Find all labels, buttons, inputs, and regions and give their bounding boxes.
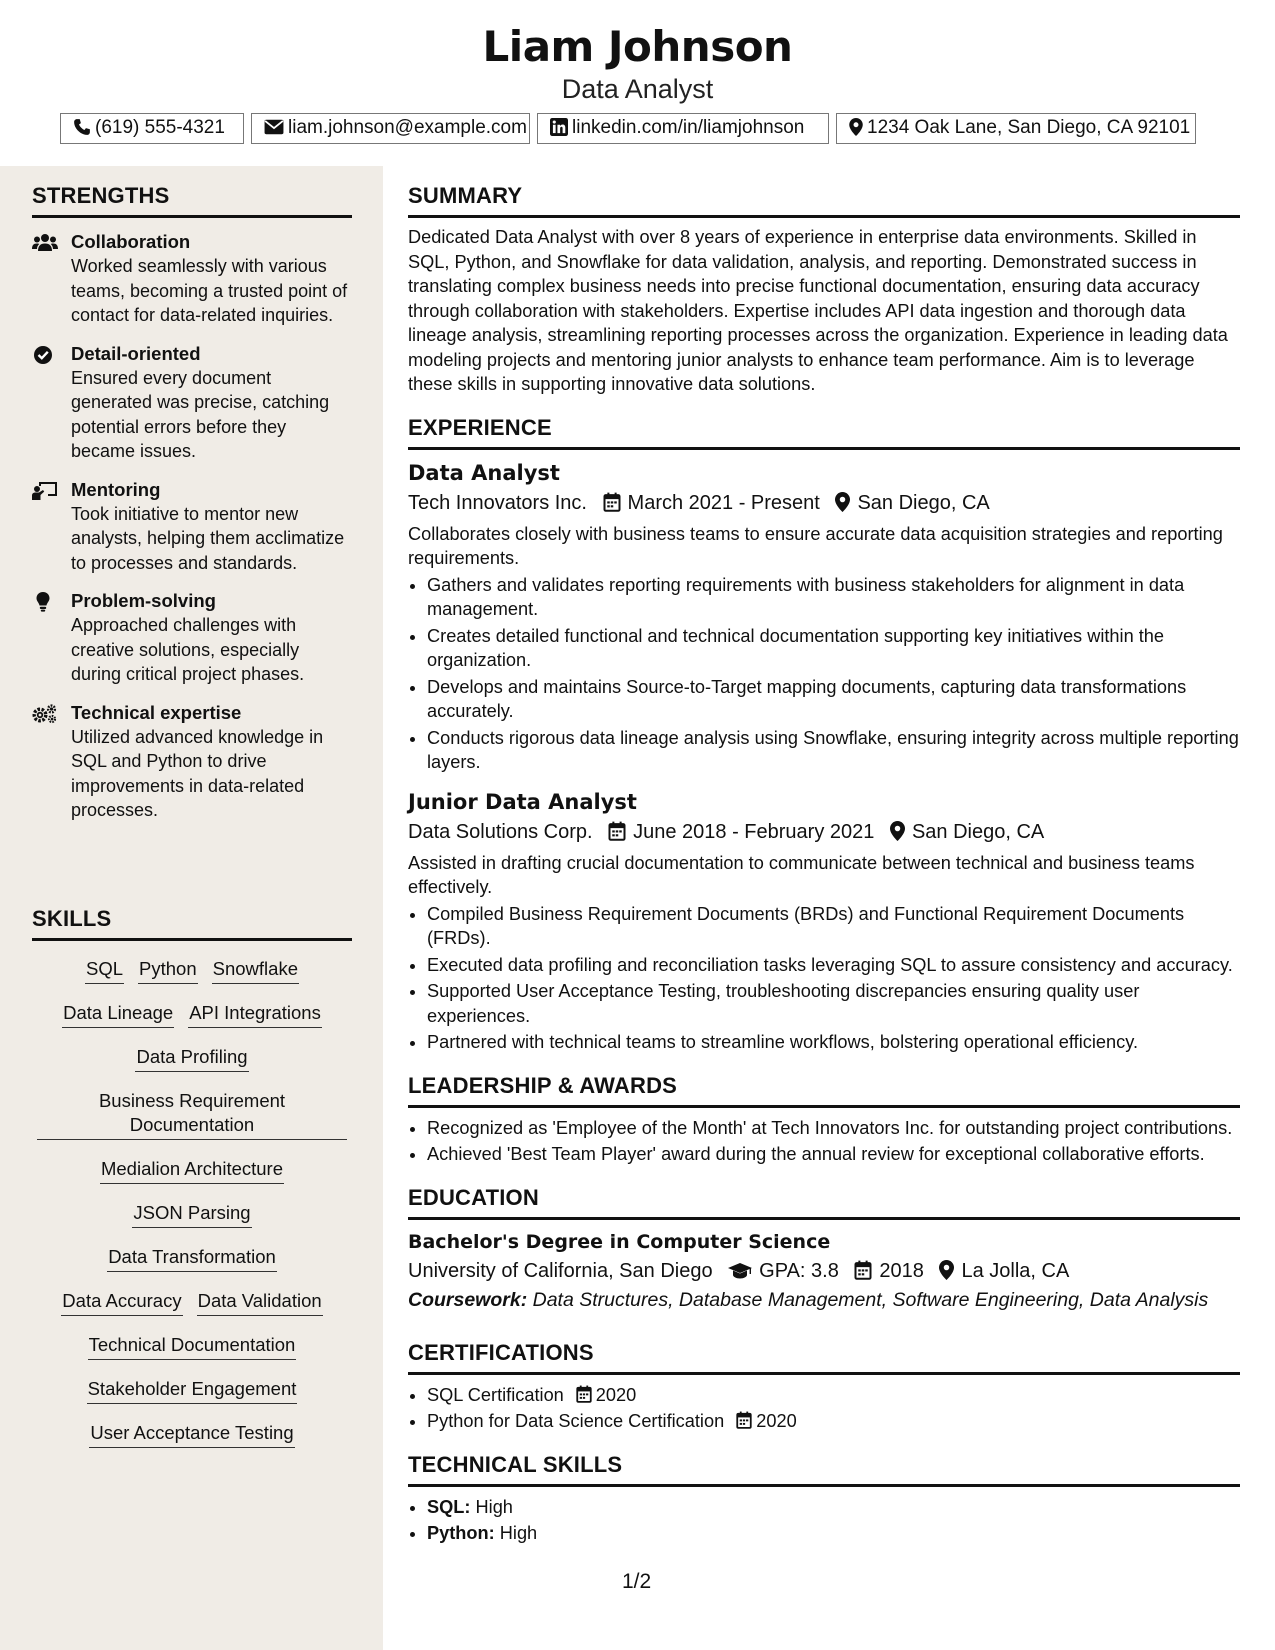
edu-meta	[408, 1256, 1240, 1286]
contact-linkedin[interactable]	[537, 113, 829, 144]
tech-skill-name: SQL:	[427, 1496, 471, 1517]
list-item: • Recognized as 'Employee of the Month' at Tech Innovators Inc. for outstanding project contributions.	[427, 1116, 1240, 1141]
resume-header	[0, 0, 1275, 165]
candidate-title: Data Analyst	[561, 74, 714, 104]
strength-item	[32, 478, 352, 576]
job-title: Junior Data Analyst	[408, 789, 637, 814]
list-item: • Creates detailed functional and technical documentation supporting key initiatives within the organization.	[427, 624, 1240, 673]
contact-address	[836, 113, 1196, 144]
strength-desc: Approached challenges with creative solutions, especially during critical project phases.	[71, 615, 305, 684]
list-item	[427, 1383, 1240, 1408]
map-pin-icon	[835, 492, 850, 512]
job-desc: Assisted in drafting crucial documentation to communicate between technical and business teams effectively.	[408, 852, 1195, 897]
skill-chip: Business Requirement Documentation	[37, 1089, 347, 1140]
job-company: Tech Innovators Inc.	[408, 491, 587, 514]
skill-chip: Technical Documentation	[88, 1333, 297, 1360]
skills-title: SKILLS	[32, 906, 352, 941]
job-bullets	[408, 573, 1240, 775]
envelope-icon	[264, 118, 284, 136]
users-icon	[32, 233, 58, 253]
tech-skill-level: High	[475, 1496, 513, 1517]
education-section	[408, 1185, 1240, 1314]
edu-degree: Bachelor's Degree in Computer Science	[408, 1230, 831, 1253]
calendar-icon	[608, 821, 626, 841]
skill-chip: User Acceptance Testing	[89, 1421, 294, 1448]
summary-text: Dedicated Data Analyst with over 8 years of experience in enterprise data environments. Skilled in SQL, Python, and Snowflake for data validation, analysis, and reporting. Demonstrated success in translating complex business needs into precise functional documentation, ensuring data accuracy through collaboration with stakeholders. Expertise includes API data ingestion and thorough data lineage analysis, streamlining reporting processes across the organization. Experience in leading data modeling projects and mentoring junior analysts to enhance team performance. Aim is to leverage these skills in supporting innovative data solutions.	[408, 227, 1228, 394]
leadership-list	[408, 1108, 1240, 1167]
calendar-icon	[603, 492, 621, 512]
map-pin-icon	[939, 1260, 954, 1280]
chalkboard-teacher-icon	[32, 481, 58, 501]
strength-title: Collaboration	[71, 231, 191, 252]
skill-chip: Stakeholder Engagement	[87, 1377, 298, 1404]
list-item: • Achieved 'Best Team Player' award during the annual review for exceptional collaborative efforts.	[427, 1142, 1240, 1167]
list-item	[427, 1495, 1240, 1520]
skill-chip: Data Transformation	[107, 1245, 277, 1272]
linkedin-icon	[550, 118, 568, 136]
sidebar	[0, 166, 383, 1650]
technical-skills-section	[408, 1452, 1240, 1546]
technical-skills-title: TECHNICAL SKILLS	[408, 1452, 1240, 1487]
calendar-icon	[854, 1260, 872, 1280]
list-item: • Supported User Acceptance Testing, troubleshooting discrepancies ensuring quality user experiences.	[427, 979, 1240, 1028]
list-item: • Conducts rigorous data lineage analysis using Snowflake, ensuring integrity across multiple reporting layers.	[427, 726, 1240, 775]
calendar-icon	[736, 1411, 752, 1429]
list-item: • Gathers and validates reporting requirements with business stakeholders for alignment in data management.	[427, 573, 1240, 622]
skill-chip: API Integrations	[188, 1001, 322, 1028]
strength-item	[32, 589, 352, 687]
strengths-title: STRENGTHS	[32, 183, 352, 218]
job-location: San Diego, CA	[857, 491, 990, 514]
strength-item	[32, 230, 352, 328]
job-entry	[408, 450, 1240, 775]
gears-icon	[32, 704, 58, 724]
cert-name: Python for Data Science Certification	[427, 1411, 725, 1431]
job-company: Data Solutions Corp.	[408, 820, 593, 843]
job-meta	[408, 817, 1240, 847]
phone-icon	[73, 118, 91, 136]
skill-chip: Snowflake	[212, 957, 299, 984]
skill-chip: JSON Parsing	[132, 1201, 251, 1228]
list-item: • Partnered with technical teams to streamline workflows, bolstering operational efficiency.	[427, 1030, 1240, 1055]
contact-phone[interactable]	[60, 113, 244, 144]
calendar-icon	[576, 1385, 592, 1403]
email-text: liam.johnson@example.com	[288, 117, 527, 138]
skill-chip: Data Lineage	[62, 1001, 174, 1028]
experience-title: EXPERIENCE	[408, 415, 1240, 450]
edu-location: La Jolla, CA	[961, 1259, 1070, 1282]
technical-skills-list	[408, 1487, 1240, 1546]
cert-year: 2020	[756, 1411, 797, 1431]
job-meta	[408, 488, 1240, 518]
skill-chip: Python	[138, 957, 198, 984]
skill-chip: Medialion Architecture	[100, 1157, 284, 1184]
job-desc: Collaborates closely with business teams to ensure accurate data acquisition strategies and reporting requirements.	[408, 523, 1223, 568]
strength-title: Technical expertise	[71, 701, 242, 723]
list-item: • Executed data profiling and reconciliation tasks leveraging SQL to assure consistency and accuracy.	[427, 953, 1240, 978]
job-title: Data Analyst	[408, 460, 560, 485]
strength-desc: Utilized advanced knowledge in SQL and Python to drive improvements in data-related processes.	[71, 726, 324, 820]
skill-chip: Data Profiling	[135, 1045, 248, 1072]
page-number: 1/2	[622, 1570, 652, 1593]
strength-item	[32, 342, 352, 464]
list-item	[427, 1409, 1240, 1434]
linkedin-text: linkedin.com/in/liamjohnson	[572, 117, 805, 138]
cert-year: 2020	[595, 1384, 637, 1405]
strength-title: Detail-oriented	[71, 342, 201, 364]
experience-section	[408, 415, 1240, 1055]
job-dates: June 2018 - February 2021	[633, 820, 875, 843]
edu-gpa: GPA: 3.8	[759, 1259, 839, 1282]
leadership-title: LEADERSHIP & AWARDS	[408, 1073, 1240, 1108]
cert-name: SQL Certification	[427, 1384, 564, 1405]
strength-item	[32, 701, 352, 823]
certifications-title: CERTIFICATIONS	[408, 1340, 1240, 1375]
coursework-label: Coursework:	[408, 1288, 528, 1311]
lightbulb-icon	[32, 592, 58, 612]
strength-title: Mentoring	[71, 478, 161, 500]
contact-bar	[60, 113, 1210, 145]
contact-email[interactable]	[251, 113, 530, 144]
job-bullets	[408, 902, 1240, 1055]
list-item: • Develops and maintains Source-to-Target mapping documents, capturing data transformations accurately.	[427, 675, 1240, 724]
phone-text: (619) 555-4321	[95, 117, 225, 138]
certifications-section	[408, 1332, 1240, 1434]
graduation-cap-icon	[728, 1262, 752, 1280]
leadership-section	[408, 1073, 1240, 1167]
strengths-section	[32, 183, 352, 837]
summary-title: SUMMARY	[408, 183, 1240, 218]
edu-school: University of California, San Diego	[408, 1259, 713, 1282]
skill-chip: Data Validation	[197, 1289, 323, 1316]
main-column	[408, 166, 1240, 1564]
summary-section	[408, 166, 1240, 397]
strength-title: Problem-solving	[71, 590, 216, 611]
job-entry	[408, 775, 1240, 1055]
edu-year: 2018	[879, 1259, 924, 1282]
coursework-list: Data Structures, Database Management, Software Engineering, Data Analysis	[532, 1288, 1209, 1311]
check-circle-icon	[32, 345, 58, 365]
education-title: EDUCATION	[408, 1185, 1240, 1220]
map-pin-icon	[849, 118, 863, 136]
list-item: • Compiled Business Requirement Documents (BRDs) and Functional Requirement Documents (FRDs).	[427, 902, 1240, 951]
strength-desc: Ensured every document generated was precise, catching potential errors before they became issues.	[71, 367, 330, 461]
strength-desc: Took initiative to mentor new analysts, helping them acclimatize to processes and standards.	[71, 503, 345, 573]
candidate-name: Liam Johnson	[482, 22, 793, 71]
skill-chip: Data Accuracy	[61, 1289, 182, 1316]
tech-skill-name: Python:	[427, 1523, 495, 1543]
certifications-list	[408, 1375, 1240, 1434]
address-text: 1234 Oak Lane, San Diego, CA 92101	[867, 117, 1191, 138]
job-dates: March 2021 - Present	[627, 491, 820, 514]
skill-chip: SQL	[85, 957, 124, 984]
skills-section	[32, 906, 352, 1465]
job-location: San Diego, CA	[911, 820, 1045, 843]
tech-skill-level: High	[499, 1523, 538, 1543]
list-item	[427, 1521, 1240, 1546]
edu-coursework	[408, 1286, 1240, 1314]
map-pin-icon	[890, 821, 905, 841]
strength-desc: Worked seamlessly with various teams, becoming a trusted point of contact for data-related inquiries.	[71, 256, 348, 325]
